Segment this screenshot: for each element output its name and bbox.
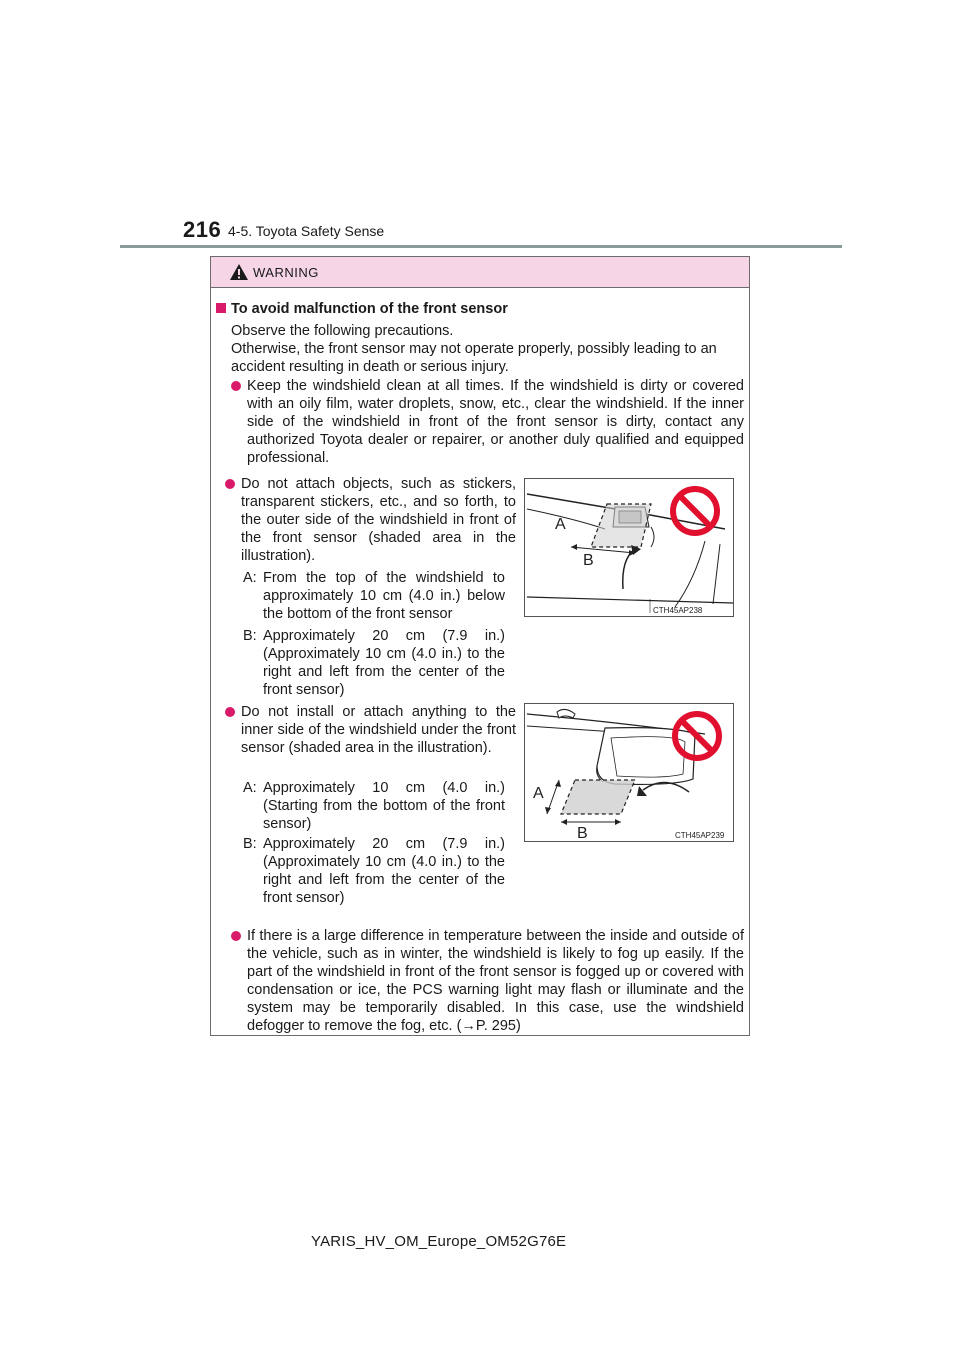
intro-line-2: Otherwise, the front sensor may not operate properly, possibly leading to an accident resulting in death or serious injury.: [231, 341, 717, 375]
prohibited-sign-icon: [673, 489, 717, 533]
illustration-label-a: A: [555, 516, 566, 533]
page-number: 216: [183, 217, 222, 242]
illustration-outer-windshield: [524, 478, 734, 617]
round-bullet-icon: [225, 479, 235, 489]
round-bullet-icon: [231, 381, 241, 391]
bullet-inner-sub-a: A: Approximately 10 cm (4.0 in.) (Starting from the bottom of the front sensor): [243, 780, 505, 832]
round-bullet-icon: [231, 931, 241, 941]
illustration-code: CTH45AP239: [675, 831, 725, 840]
bullet-inner-sub-b: B: Approximately 20 cm (7.9 in.) (Approximately 10 cm (4.0 in.) to the right and left from the center of the front sensor): [243, 836, 505, 906]
round-bullet-icon: [225, 707, 235, 717]
warning-heading: To avoid malfunction of the front sensor: [216, 301, 508, 317]
bullet-outer-side: Do not attach objects, such as stickers, transparent stickers, etc., and so forth, to the outer side of the windshield in front of the front sensor (shaded area in the illustration).: [241, 475, 516, 565]
illustration-label-b: B: [577, 825, 588, 841]
illustration-label-a: A: [533, 785, 544, 802]
section-title: 4-5. Toyota Safety Sense: [228, 223, 385, 239]
illustration-label-b: B: [583, 552, 594, 569]
bullet-outer-sub-a: A: From the top of the windshield to approximately 10 cm (4.0 in.) below the bottom of the front sensor: [243, 570, 505, 622]
bullet-keep-clean: Keep the windshield clean at all times. If the windshield is dirty or covered with an oily film, water droplets, snow, etc., clear the windshield. If the inner side of the windshield in front of the front sensor is dirty, contact any authorized Toyota dealer or repairer, or another duly qualified and equipped professional.: [247, 377, 744, 467]
square-bullet-icon: [216, 303, 226, 313]
illustration-inner-windshield: [524, 703, 734, 842]
warning-header: [211, 257, 749, 288]
footer-doc-id: YARIS_HV_OM_Europe_OM52G76E: [311, 1233, 567, 1250]
warning-label: WARNING: [253, 265, 319, 280]
bullet-outer-sub-b: B: Approximately 20 cm (7.9 in.) (Approximately 10 cm (4.0 in.) to the right and left from the center of the front sensor): [243, 628, 505, 698]
intro-line-1: Observe the following precautions.: [231, 323, 454, 339]
warning-triangle-icon: [229, 263, 249, 281]
bullet-fog: If there is a large difference in temperature between the inside and outside of the vehicle, such as in winter, the windshield is likely to fog up easily. If the part of the windshield in front of the front sensor is fogged up or covered with condensation or ice, the PCS warning light may flash or illuminate and the system may be temporarily disabled. In this case, use the windshield defogger to remove the fog, etc. (→P. 295): [247, 927, 744, 1035]
header-rule: [120, 245, 842, 248]
bullet-inner-side: Do not install or attach anything to the inner side of the windshield under the front sensor (shaded area in the illustration).: [241, 703, 516, 757]
illustration-code: CTH45AP238: [653, 606, 703, 615]
warning-box: [210, 256, 750, 1036]
